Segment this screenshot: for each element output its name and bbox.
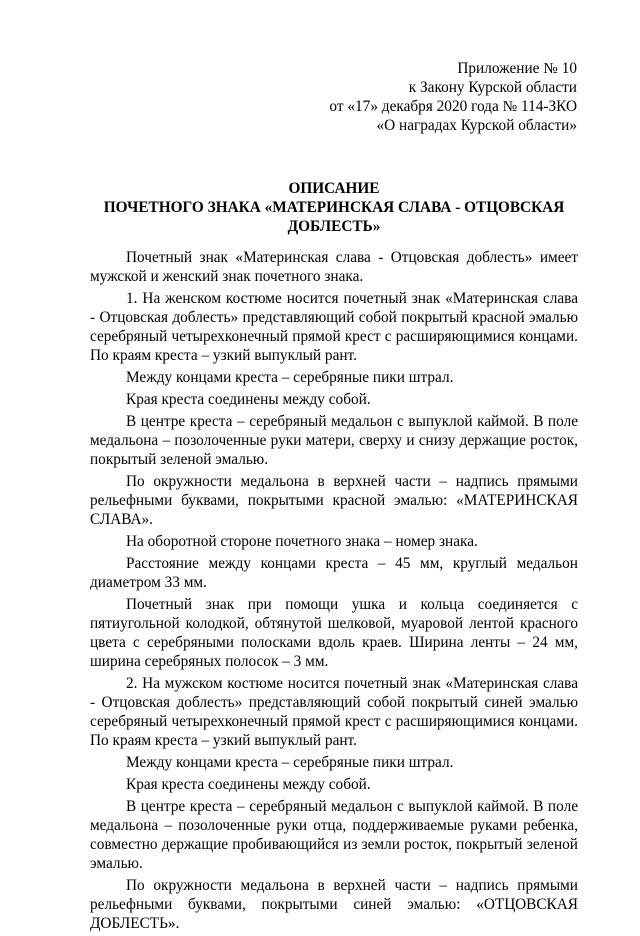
paragraph: Расстояние между концами креста – 45 мм, круглый медальон диаметром 33 мм. — [90, 555, 578, 591]
paragraph: 1. На женском костюме носится почетный знак «Материнская слава - Отцовская доблесть» представляющий собой покрытый красной эмалью серебряный четырехконечный прямой крест с расширяющимися концами. По краям креста – узкий выпуклый рант. — [90, 290, 578, 364]
paragraph: Между концами креста – серебряные пики штрал. — [126, 754, 454, 771]
paragraph: По окружности медальона в верхней части – надпись прямыми рельефными буквами, покрытыми синей эмалью: «ОТЦОВСКАЯ ДОБЛЕСТЬ». — [90, 877, 578, 932]
title-line-1: ОПИСАНИЕ — [288, 180, 380, 197]
document-body — [90, 248, 578, 936]
paragraph: 2. На мужском костюме носится почетный знак «Материнская слава - Отцовская доблесть» представляющий собой покрытый синей эмалью серебряный четырехконечный прямой крест с расширяющимися концами. По краям креста – узкий выпуклый рант. — [90, 675, 578, 749]
annex-law: к Закону Курской области — [408, 79, 577, 96]
title-line-3: ДОБЛЕСТЬ» — [287, 218, 381, 235]
annex-number: Приложение № 10 — [457, 60, 577, 77]
paragraph: В центре креста – серебряный медальон с выпуклой каймой. В поле медальона – позолоченные руки матери, сверху и снизу держащие росток, покрытый зеленой эмалью. — [90, 413, 578, 468]
paragraph: Края креста соединены между собой. — [126, 776, 371, 793]
annex-law-title: «О наградах Курской области» — [376, 117, 577, 134]
document-title — [90, 179, 578, 236]
paragraph: Почетный знак при помощи ушка и кольца соединяется с пятиугольной колодкой, обтянутой шелковой, муаровой лентой красного цвета с серебряными полосками вдоль краев. Ширина ленты – 24 мм, ширина серебряных полосок – 3 мм. — [90, 596, 578, 670]
paragraph: Между концами креста – серебряные пики штрал. — [126, 369, 454, 386]
paragraph: Почетный знак «Материнская слава - Отцовская доблесть» имеет мужской и женский знак почетного знака. — [90, 249, 578, 285]
annex-header — [329, 59, 577, 135]
paragraph: Края креста соединены между собой. — [126, 391, 371, 408]
title-line-2: ПОЧЕТНОГО ЗНАКА «МАТЕРИНСКАЯ СЛАВА - ОТЦОВСКАЯ — [103, 199, 565, 216]
paragraph: В центре креста – серебряный медальон с выпуклой каймой. В поле медальона – позолоченные руки отца, поддерживаемые руками ребенка, совместно держащие пробивающийся из земли росток, покрытый зеленой эмалью. — [90, 798, 578, 872]
annex-date: от «17» декабря 2020 года № 114-ЗКО — [329, 98, 577, 115]
paragraph: По окружности медальона в верхней части – надпись прямыми рельефными буквами, покрытыми красной эмалью: «МАТЕРИНСКАЯ СЛАВА». — [90, 473, 578, 528]
paragraph: На оборотной стороне почетного знака – номер знака. — [126, 533, 478, 550]
